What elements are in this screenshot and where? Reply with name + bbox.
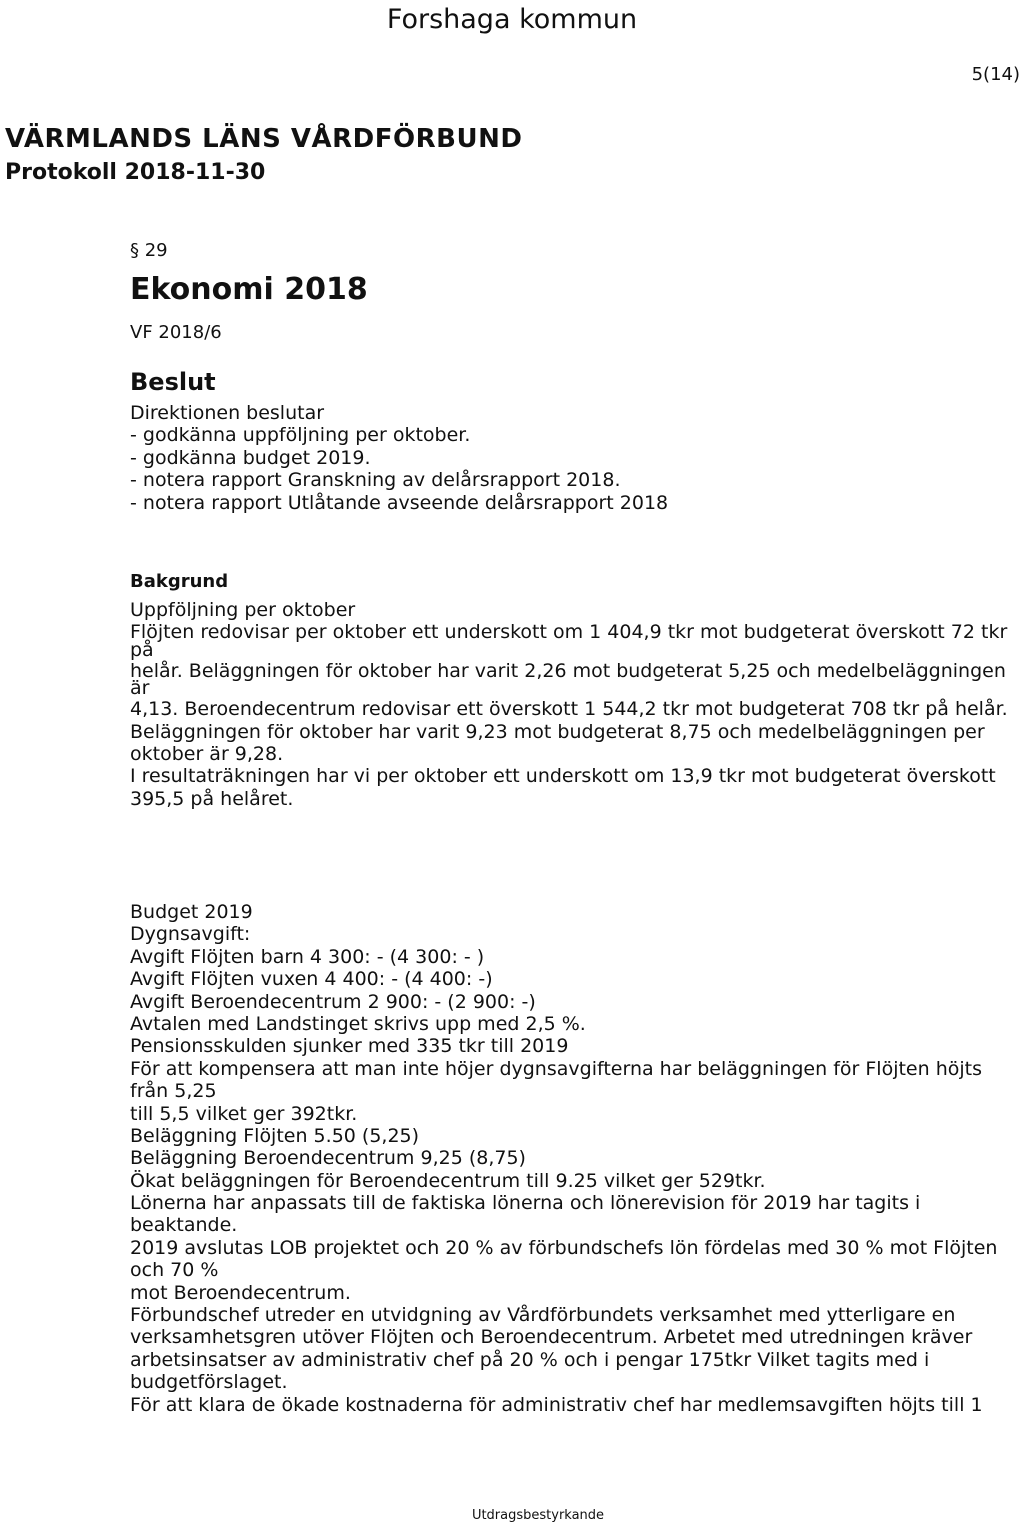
agency-name: VÄRMLANDS LÄNS VÅRDFÖRBUND (5, 124, 523, 154)
text-line: Avgift Flöjten vuxen 4 400: - (4 400: -) (130, 968, 493, 991)
text-line: För att kompensera att man inte höjer dygnsavgifterna har beläggningen för Flöjten höjts (130, 1057, 982, 1080)
text-line: Beläggningen för oktober har varit 9,23 mot budgeterat 8,75 och medelbeläggningen per (130, 720, 985, 743)
text-line: Budget 2019 (130, 901, 253, 923)
beslut-heading: Beslut (130, 368, 216, 396)
text-line: Beläggning Beroendecentrum 9,25 (8,75) (130, 1147, 526, 1170)
section-title: Ekonomi 2018 (130, 272, 368, 307)
text-line: Avgift Flöjten barn 4 300: - (4 300: - ) (130, 945, 485, 968)
text-line: Pensionsskulden sjunker med 335 tkr till 2019 (130, 1035, 569, 1058)
text-line: Direktionen beslutar (130, 402, 325, 424)
text-line: Avgift Beroendecentrum 2 900: - (2 900: -) (130, 990, 536, 1013)
footer-label: Utdragsbestyrkande (471, 1508, 605, 1523)
text-line: - notera rapport Granskning av delårsrapport 2018. (130, 469, 621, 492)
text-line: är (130, 677, 150, 700)
text-line: 395,5 på helåret. (130, 787, 294, 810)
text-line: - notera rapport Utlåtande avseende delårsrapport 2018 (130, 491, 669, 514)
text-line: 2019 avslutas LOB projektet och 20 % av förbundschefs lön fördelas med 30 % mot Flöjten (130, 1236, 998, 1259)
bakgrund-heading: Bakgrund (130, 571, 229, 592)
case-reference: VF 2018/6 (130, 322, 222, 343)
text-line: helår. Beläggningen för oktober har varit 2,26 mot budgeterat 5,25 och medelbeläggningen (130, 659, 1006, 682)
text-line: beaktande. (130, 1214, 238, 1237)
text-line: arbetsinsatser av administrativ chef på 20 % och i pengar 175tkr Vilket tagits med i (130, 1348, 930, 1371)
beslut-text (130, 402, 668, 514)
text-line: Flöjten redovisar per oktober ett underskott om 1 404,9 tkr mot budgeterat överskott 72 tkr (130, 621, 1008, 644)
text-line: I resultaträkningen har vi per oktober ett underskott om 13,9 tkr mot budgeterat överskott (130, 765, 996, 788)
bakgrund-text (130, 599, 1008, 810)
text-line: Beläggning Flöjten 5.50 (5,25) (130, 1124, 420, 1147)
text-line: och 70 % (130, 1259, 219, 1282)
text-line: För att klara de ökade kostnaderna för administrativ chef har medlemsavgiften höjts till 1 (130, 1393, 983, 1416)
text-line: - godkänna uppföljning per oktober. (130, 424, 471, 447)
budget-text (130, 901, 997, 1416)
text-line: Ökat beläggningen för Beroendecentrum till 9.25 vilket ger 529tkr. (130, 1169, 766, 1192)
text-line: från 5,25 (130, 1080, 217, 1103)
text-line: verksamhetsgren utöver Flöjten och Beroendecentrum. Arbetet med utredningen kräver (130, 1326, 973, 1349)
text-line: Uppföljning per oktober (130, 599, 356, 621)
municipality-name: Forshaga kommun (386, 4, 638, 35)
text-line: budgetförslaget. (130, 1371, 288, 1394)
text-line: Dygnsavgift: (130, 923, 251, 946)
protocol-date: Protokoll 2018-11-30 (5, 160, 266, 185)
text-line: till 5,5 vilket ger 392tkr. (130, 1102, 358, 1125)
section-number: § 29 (130, 240, 168, 261)
page-number: 5(14) (971, 64, 1020, 85)
text-line: oktober är 9,28. (130, 742, 284, 765)
text-line: på (130, 638, 154, 661)
text-line: mot Beroendecentrum. (130, 1281, 351, 1304)
text-line: Avtalen med Landstinget skrivs upp med 2,5 %. (130, 1012, 586, 1035)
text-line: 4,13. Beroendecentrum redovisar ett överskott 1 544,2 tkr mot budgeterat 708 tkr på helår. (130, 698, 1008, 721)
text-line: Lönerna har anpassats till de faktiska lönerna och lönerevision för 2019 har tagits i (130, 1192, 921, 1215)
text-line: Förbundschef utreder en utvidgning av Vårdförbundets verksamhet med ytterligare en (130, 1304, 956, 1327)
text-line: - godkänna budget 2019. (130, 446, 371, 469)
